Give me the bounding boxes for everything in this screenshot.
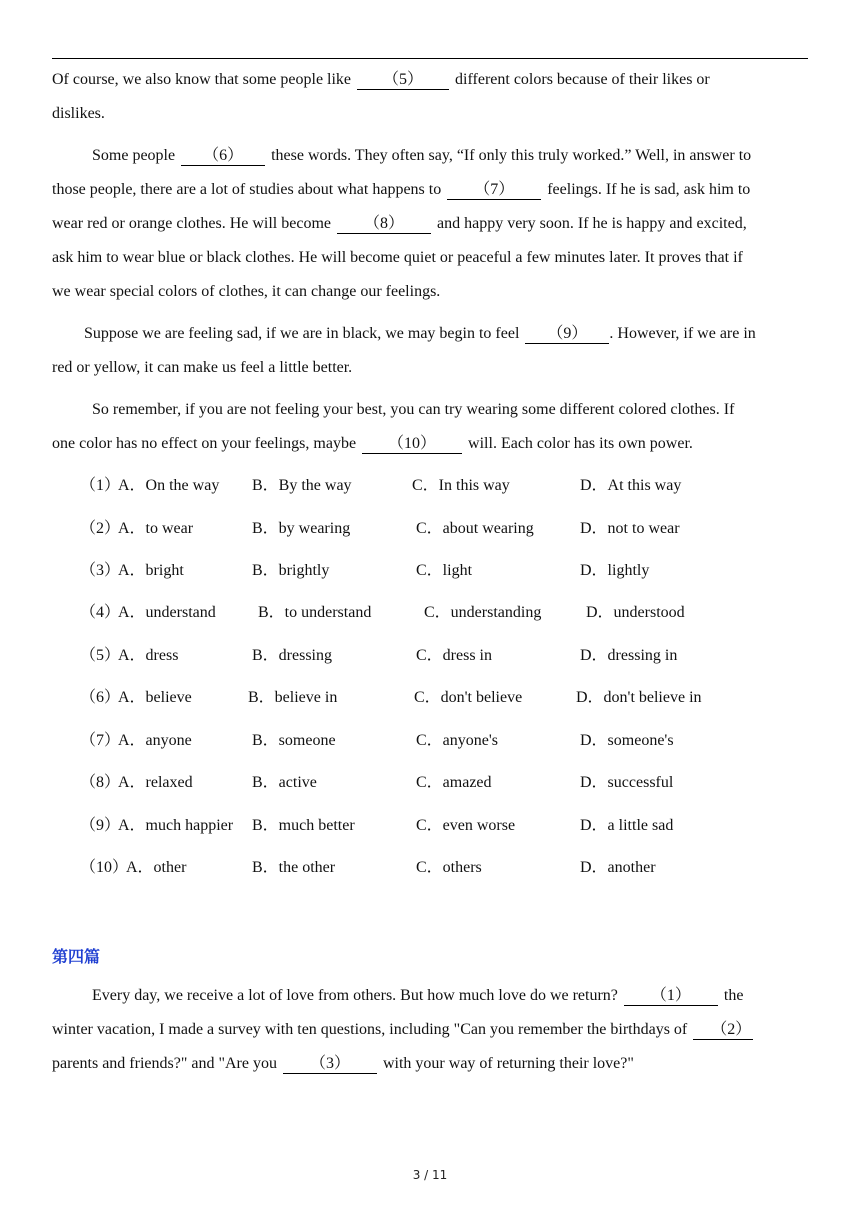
text: winter vacation, I made a survey with ten questions, including "Can you remember the birthdays of bbox=[52, 1021, 688, 1038]
option-a[interactable]: A．understand bbox=[118, 604, 216, 621]
text: the bbox=[723, 987, 744, 1004]
option-d[interactable]: D．dressing in bbox=[580, 647, 678, 664]
option-d[interactable]: D．lightly bbox=[580, 562, 650, 579]
text: Some people bbox=[92, 147, 176, 164]
question-number: （1） bbox=[80, 477, 121, 494]
option-d[interactable]: D．someone's bbox=[580, 732, 674, 749]
text: these words. They often say, “If only this truly worked.” Well, in answer to bbox=[271, 147, 752, 164]
question-number: （9） bbox=[80, 817, 121, 834]
option-c[interactable]: C．others bbox=[416, 859, 482, 876]
question-number: （10） bbox=[80, 859, 129, 876]
option-a[interactable]: A．other bbox=[126, 859, 187, 876]
p2-line2 bbox=[52, 180, 750, 200]
text: will. Each color has its own power. bbox=[468, 435, 693, 452]
option-row bbox=[80, 519, 800, 539]
blank-6[interactable]: （6） bbox=[181, 147, 265, 166]
option-c[interactable]: C．understanding bbox=[424, 604, 542, 621]
blank-9[interactable]: （9） bbox=[525, 325, 609, 344]
text: Every day, we receive a lot of love from others. But how much love do we return? bbox=[92, 987, 618, 1004]
option-a[interactable]: A．dress bbox=[118, 647, 179, 664]
p5-line2 bbox=[52, 1020, 753, 1040]
p1-line1 bbox=[52, 70, 710, 90]
section-heading: 第四篇 bbox=[52, 947, 101, 966]
option-b[interactable]: B．by wearing bbox=[252, 520, 351, 537]
option-c[interactable]: C．light bbox=[416, 562, 473, 579]
option-row bbox=[80, 816, 800, 836]
option-row bbox=[80, 646, 800, 666]
option-c[interactable]: C．dress in bbox=[416, 647, 493, 664]
header-rule bbox=[52, 58, 808, 59]
text: Suppose we are feeling sad, if we are in black, we may begin to feel bbox=[84, 325, 520, 342]
option-d[interactable]: D．a little sad bbox=[580, 817, 674, 834]
option-row bbox=[80, 688, 800, 708]
option-a[interactable]: A．much happier bbox=[118, 817, 234, 834]
option-b[interactable]: B．much better bbox=[252, 817, 355, 834]
blank-8[interactable]: （8） bbox=[337, 215, 431, 234]
option-d[interactable]: D．successful bbox=[580, 774, 674, 791]
p2-line1 bbox=[92, 146, 751, 166]
text: Of course, we also know that some people like bbox=[52, 71, 352, 88]
option-a[interactable]: A．On the way bbox=[118, 477, 220, 494]
text: parents and friends?" and "Are you bbox=[52, 1055, 277, 1072]
option-d[interactable]: D．another bbox=[580, 859, 656, 876]
option-a[interactable]: A．believe bbox=[118, 689, 192, 706]
text: with your way of returning their love?" bbox=[382, 1055, 634, 1072]
option-b[interactable]: B．believe in bbox=[248, 689, 338, 706]
p1-line2: dislikes. bbox=[52, 105, 105, 122]
p3-line1 bbox=[84, 324, 756, 344]
option-c[interactable]: C．anyone's bbox=[416, 732, 498, 749]
text: and happy very soon. If he is happy and excited, bbox=[437, 215, 747, 232]
p5-line1 bbox=[92, 986, 743, 1006]
option-c[interactable]: C．don't believe bbox=[414, 689, 523, 706]
blank-7[interactable]: （7） bbox=[447, 181, 541, 200]
option-d[interactable]: D．At this way bbox=[580, 477, 682, 494]
option-b[interactable]: B．active bbox=[252, 774, 317, 791]
question-number: （3） bbox=[80, 562, 121, 579]
option-b[interactable]: B．By the way bbox=[252, 477, 352, 494]
option-d[interactable]: D．don't believe in bbox=[576, 689, 702, 706]
option-row bbox=[80, 561, 800, 581]
option-c[interactable]: C．even worse bbox=[416, 817, 516, 834]
option-b[interactable]: B．to understand bbox=[258, 604, 372, 621]
p2-line4: ask him to wear blue or black clothes. He will become quiet or peaceful a few minutes later. It proves that if bbox=[52, 249, 743, 266]
question-number: （6） bbox=[80, 689, 121, 706]
p2-line5: we wear special colors of clothes, it can change our feelings. bbox=[52, 283, 441, 300]
p4-line2 bbox=[52, 434, 693, 454]
blank-3[interactable]: （3） bbox=[283, 1055, 377, 1074]
option-row bbox=[80, 476, 800, 496]
option-row bbox=[80, 603, 800, 623]
question-number: （5） bbox=[80, 647, 121, 664]
option-b[interactable]: B．someone bbox=[252, 732, 336, 749]
option-b[interactable]: B．brightly bbox=[252, 562, 330, 579]
question-number: （7） bbox=[80, 732, 121, 749]
option-a[interactable]: A．relaxed bbox=[118, 774, 193, 791]
blank-1[interactable]: （1） bbox=[624, 987, 718, 1006]
text: feelings. If he is sad, ask him to bbox=[547, 181, 751, 198]
option-row bbox=[80, 858, 800, 878]
p5-line3 bbox=[52, 1054, 634, 1074]
question-number: （8） bbox=[80, 774, 121, 791]
p3-line2: red or yellow, it can make us feel a little better. bbox=[52, 359, 353, 376]
option-row bbox=[80, 731, 800, 751]
question-number: （2） bbox=[80, 520, 121, 537]
option-d[interactable]: D．understood bbox=[586, 604, 685, 621]
option-a[interactable]: A．anyone bbox=[118, 732, 192, 749]
option-a[interactable]: A．bright bbox=[118, 562, 184, 579]
option-c[interactable]: C．In this way bbox=[412, 477, 510, 494]
option-c[interactable]: C．amazed bbox=[416, 774, 492, 791]
blank-2[interactable]: （2） bbox=[693, 1021, 753, 1040]
blank-10[interactable]: （10） bbox=[362, 435, 462, 454]
text: . However, if we are in bbox=[609, 325, 756, 342]
blank-5[interactable]: （5） bbox=[357, 71, 449, 90]
text: wear red or orange clothes. He will become bbox=[52, 215, 331, 232]
p4-line1: So remember, if you are not feeling your best, you can try wearing some different colored clothes. If bbox=[92, 401, 735, 418]
option-d[interactable]: D．not to wear bbox=[580, 520, 680, 537]
text: different colors because of their likes or bbox=[455, 71, 710, 88]
question-number: （4） bbox=[80, 604, 121, 621]
text: those people, there are a lot of studies about what happens to bbox=[52, 181, 442, 198]
option-a[interactable]: A．to wear bbox=[118, 520, 194, 537]
page-number: 3 / 11 bbox=[412, 1168, 448, 1182]
option-row bbox=[80, 773, 800, 793]
text: one color has no effect on your feelings, maybe bbox=[52, 435, 357, 452]
option-b[interactable]: B．the other bbox=[252, 859, 336, 876]
option-b[interactable]: B．dressing bbox=[252, 647, 333, 664]
p2-line3 bbox=[52, 214, 747, 234]
option-c[interactable]: C．about wearing bbox=[416, 520, 534, 537]
